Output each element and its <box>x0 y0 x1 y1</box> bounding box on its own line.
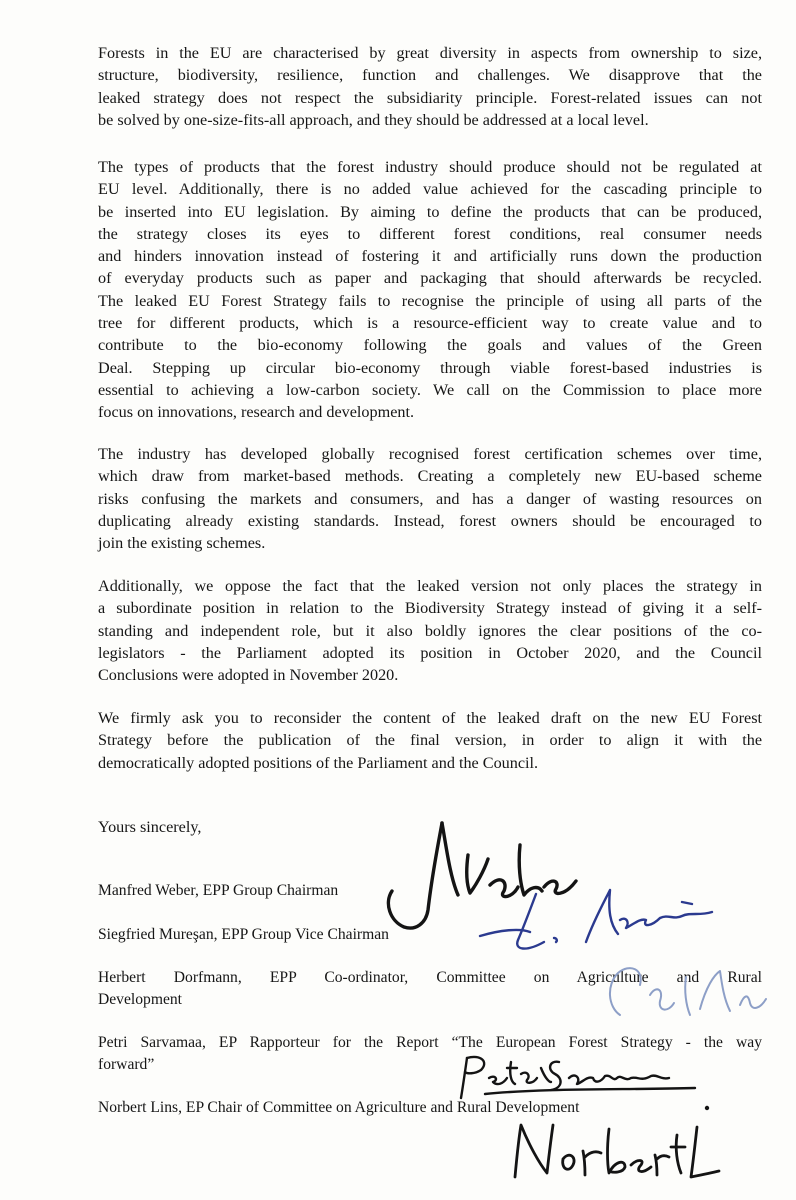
text-line: Conclusions were adopted in November 2020. <box>98 666 399 685</box>
sarvamaa-signature-image <box>455 1048 705 1108</box>
text-line: We firmly ask you to reconsider the content of the leaked draft on the new EU Forest <box>98 709 762 727</box>
text-line: Additionally, we oppose the fact that the leaked version not only places the strategy in <box>98 577 762 595</box>
text-line: contribute to the bio-economy following the goals and values of the Green <box>98 336 762 355</box>
text-line: tree for different products, which is a resource-efficient way to create value and to <box>98 314 762 333</box>
text-line: Development <box>98 991 183 1008</box>
ink-dot-mark <box>700 1098 720 1118</box>
paragraph-2 <box>98 156 762 424</box>
text-line: be inserted into EU legislation. By aiming to define the products that can be produced, <box>98 202 762 221</box>
text-line: the strategy closes its eyes to different forest conditions, real consumer needs <box>98 224 762 243</box>
paragraph-5 <box>98 707 762 774</box>
text-line: The industry has developed globally recognised forest certification schemes over time, <box>98 445 762 463</box>
text-line: be solved by one-size-fits-all approach, and they should be addressed at a local level. <box>98 110 649 129</box>
text-line: The types of products that the forest industry should produce should not be regulated at <box>98 158 762 176</box>
text-line: The leaked EU Forest Strategy fails to recognise the principle of using all parts of the <box>98 291 762 310</box>
text-line: EU level. Additionally, there is no added value achieved for the cascading principle to <box>98 180 762 199</box>
paragraph-4 <box>98 575 762 686</box>
lins-signature-image <box>505 1115 735 1190</box>
text-line: forward” <box>98 1056 155 1073</box>
text-line: duplicating already existing standards. Instead, forest owners should be encouraged to <box>98 511 762 530</box>
closing-salutation: Yours sincerely, <box>98 818 202 836</box>
dorfmann-signature-image <box>590 955 780 1035</box>
text-line: and hinders innovation instead of fostering it and artificially runs down the production <box>98 247 762 266</box>
text-line: of everyday products such as paper and packaging that should afterwards be recycled. <box>98 269 762 288</box>
signatory-weber: Manfred Weber, EPP Group Chairman <box>98 882 339 899</box>
text-line: Herbert Dorfmann, EPP Co-ordinator, Committee on Agriculture and Rural <box>98 969 762 986</box>
text-line: join the existing schemes. <box>98 534 266 553</box>
text-line: a subordinate position in relation to the Biodiversity Strategy instead of giving it a self- <box>98 599 762 618</box>
text-line: legislators - the Parliament adopted its position in October 2020, and the Council <box>98 643 762 662</box>
text-line: which draw from market-based methods. Creating a completely new EU-based scheme <box>98 467 762 486</box>
text-line: risks confusing the markets and consumers, and has a danger of wasting resources on <box>98 489 762 508</box>
text-line: Forests in the EU are characterised by great diversity in aspects from ownership to size, <box>98 44 762 62</box>
signatory-lins: Norbert Lins, EP Chair of Committee on Agriculture and Rural Development <box>98 1099 580 1116</box>
text-line: focus on innovations, research and development. <box>98 403 415 422</box>
text-line: Strategy before the publication of the final version, in order to align it with the <box>98 731 762 750</box>
text-line: standing and independent role, but it also boldly ignores the clear positions of the co- <box>98 621 762 640</box>
text-line: Petri Sarvamaa, EP Rapporteur for the Report “The European Forest Strategy - the way <box>98 1034 762 1051</box>
text-line: Deal. Stepping up circular bio-economy through viable forest-based industries is <box>98 358 762 377</box>
text-line: democratically adopted positions of the Parliament and the Council. <box>98 753 539 772</box>
text-line: leaked strategy does not respect the subsidiarity principle. Forest-related issues can not <box>98 88 762 107</box>
text-line: structure, biodiversity, resilience, function and challenges. We disapprove that the <box>98 66 762 85</box>
signatory-muresan: Siegfried Mureşan, EPP Group Vice Chairman <box>98 926 389 943</box>
text-line: essential to achieving a low-carbon society. We call on the Commission to place more <box>98 380 762 399</box>
paragraph-1 <box>98 42 762 131</box>
paragraph-3 <box>98 443 762 554</box>
